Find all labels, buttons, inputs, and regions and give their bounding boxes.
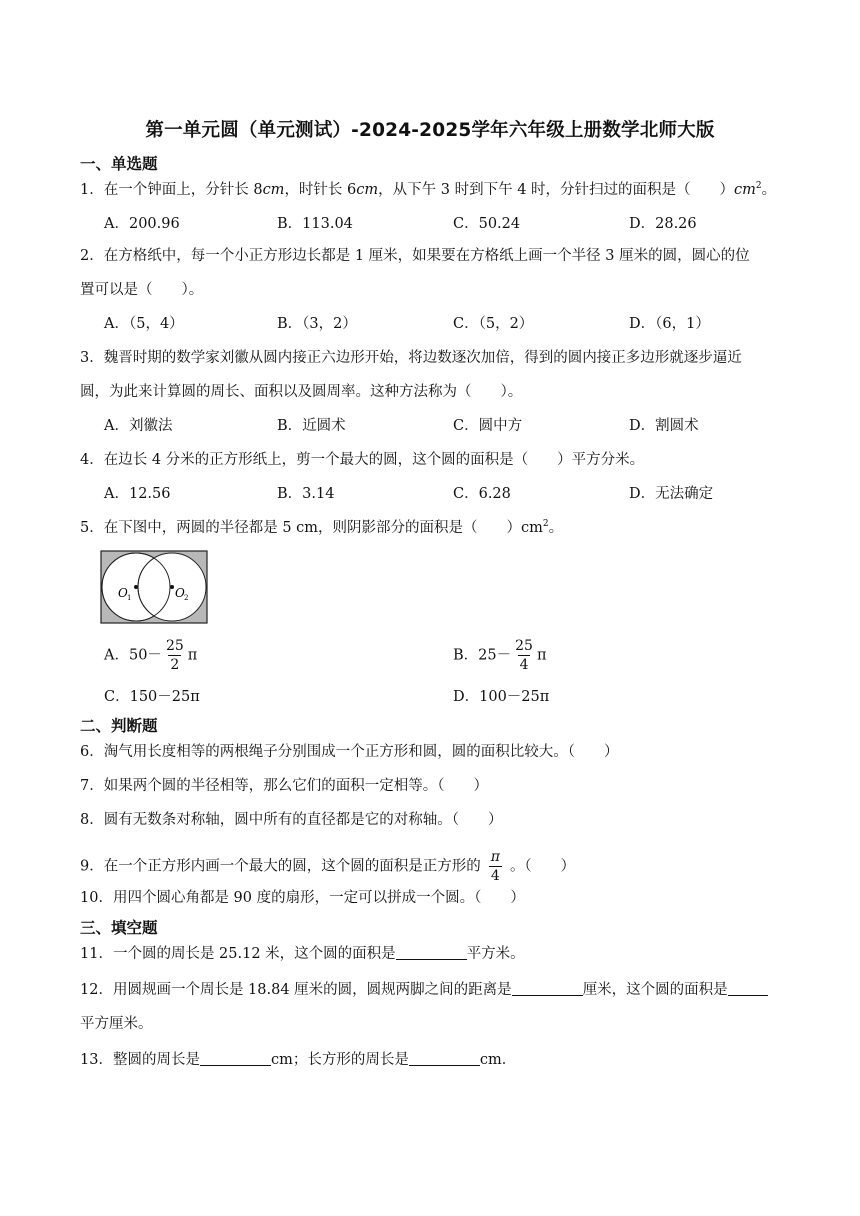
question-5: 5．在下图中，两圆的半径都是 5 cm，则阴影部分的面积是（ ）$cm^2$。 xyxy=(80,519,564,536)
q1-option-a: A．200.96 xyxy=(104,216,180,232)
q4-option-a: A．12.56 xyxy=(104,486,171,502)
answer-blank[interactable] xyxy=(200,1051,271,1066)
q3-option-a: A．刘徽法 xyxy=(104,418,173,434)
answer-blank[interactable] xyxy=(409,1051,480,1066)
q4-option-b: B．3.14 xyxy=(277,486,335,502)
q2-option-c: C．（5，2） xyxy=(453,316,534,332)
circle-1-label: O xyxy=(118,586,128,600)
question-1: 1．在一个钟面上，分针长 8cm，时针长 6cm，从下午 3 时到下午 4 时，分针扫过的面积是（ ）$cm^2$。 xyxy=(80,181,777,198)
question-12-line-2: 平方厘米。 xyxy=(80,1016,153,1032)
q2-option-d: D．（6，1） xyxy=(629,316,710,332)
question-3-line-1: 3．魏晋时期的数学家刘徽从圆内接正六边形开始，将边数逐次加倍，得到的圆内接正多边形就逐步逼近 xyxy=(80,350,742,366)
section-heading-true-false: 二、判断题 xyxy=(80,717,158,735)
question-4: 4．在边长 4 分米的正方形纸上，剪一个最大的圆，这个圆的面积是（ ）平方分米。 xyxy=(80,452,645,468)
section-heading-single-choice: 一、单选题 xyxy=(80,155,158,173)
question-3-line-2: 圆，为此来计算圆的周长、面积以及圆周率。这种方法称为（ ）。 xyxy=(80,384,523,400)
q2-option-a: A．（5，4） xyxy=(104,316,184,332)
page-title: 第一单元圆（单元测试）-2024-2025学年六年级上册数学北师大版 xyxy=(145,120,715,141)
two-circles-diagram xyxy=(100,550,210,626)
answer-blank[interactable] xyxy=(728,981,768,996)
question-13: 13．整圆的周长是 cm；长方形的周长是 cm． xyxy=(80,1052,517,1068)
q5-option-b: B．25－ $\frac{25}{4}$ π xyxy=(453,638,547,673)
q1-option-c: C．50.24 xyxy=(453,216,521,232)
question-7: 7．如果两个圆的半径相等，那么它们的面积一定相等。（ ） xyxy=(80,778,488,794)
svg-text:1: 1 xyxy=(127,594,132,602)
q1-option-d: D．28.26 xyxy=(629,216,697,232)
fraction: $\frac{25}{2}$ xyxy=(165,638,184,673)
q5-option-c: C．150－25π xyxy=(104,689,200,705)
question-2-line-2: 置可以是（ ）。 xyxy=(80,282,204,298)
q3-option-b: B．近圆术 xyxy=(277,418,346,434)
answer-blank[interactable] xyxy=(396,945,467,960)
fraction: $\frac{\pi}{4}$ xyxy=(490,849,500,884)
svg-text:2: 2 xyxy=(184,594,189,602)
q5-option-d: D．100－25π xyxy=(453,689,550,705)
q4-option-d: D．无法确定 xyxy=(629,486,714,502)
circle-2-label: O xyxy=(175,586,185,600)
question-10: 10．用四个圆心角都是 90 度的扇形，一定可以拼成一个圆。（ ） xyxy=(80,890,525,906)
section-heading-fill-in: 三、填空题 xyxy=(80,919,158,937)
question-11: 11．一个圆的周长是 25.12 米，这个圆的面积是 平方米。 xyxy=(80,946,525,962)
question-9: 9．在一个正方形内画一个最大的圆，这个圆的面积是正方形的 $\frac{\pi}{4}$ 。（ ） xyxy=(80,849,576,884)
question-12-line-1: 12．用圆规画一个周长是 18.84 厘米的圆，圆规两脚之间的距离是 厘米，这个圆的面积是 xyxy=(80,980,768,1000)
fraction: $\frac{25}{4}$ xyxy=(515,638,533,673)
answer-blank[interactable] xyxy=(512,981,583,996)
two-circles-figure xyxy=(100,550,210,630)
question-2-line-1: 2．在方格纸中，每一个小正方形边长都是 1 厘米，如果要在方格纸上画一个半径 3 厘米的圆，圆心的位 xyxy=(80,248,750,264)
q2-option-b: B．（3，2） xyxy=(277,316,357,332)
question-8: 8．圆有无数条对称轴，圆中所有的直径都是它的对称轴。（ ） xyxy=(80,812,503,828)
q4-option-c: C．6.28 xyxy=(453,486,511,502)
q3-option-c: C．圆中方 xyxy=(453,418,523,434)
q3-option-d: D．割圆术 xyxy=(629,418,699,434)
q5-option-a: A．50－ $\frac{25}{2}$ π xyxy=(104,638,198,673)
q1-option-b: B．113.04 xyxy=(277,216,353,232)
question-6: 6．淘气用长度相等的两根绳子分别围成一个正方形和圆，圆的面积比较大。（ ） xyxy=(80,744,619,760)
